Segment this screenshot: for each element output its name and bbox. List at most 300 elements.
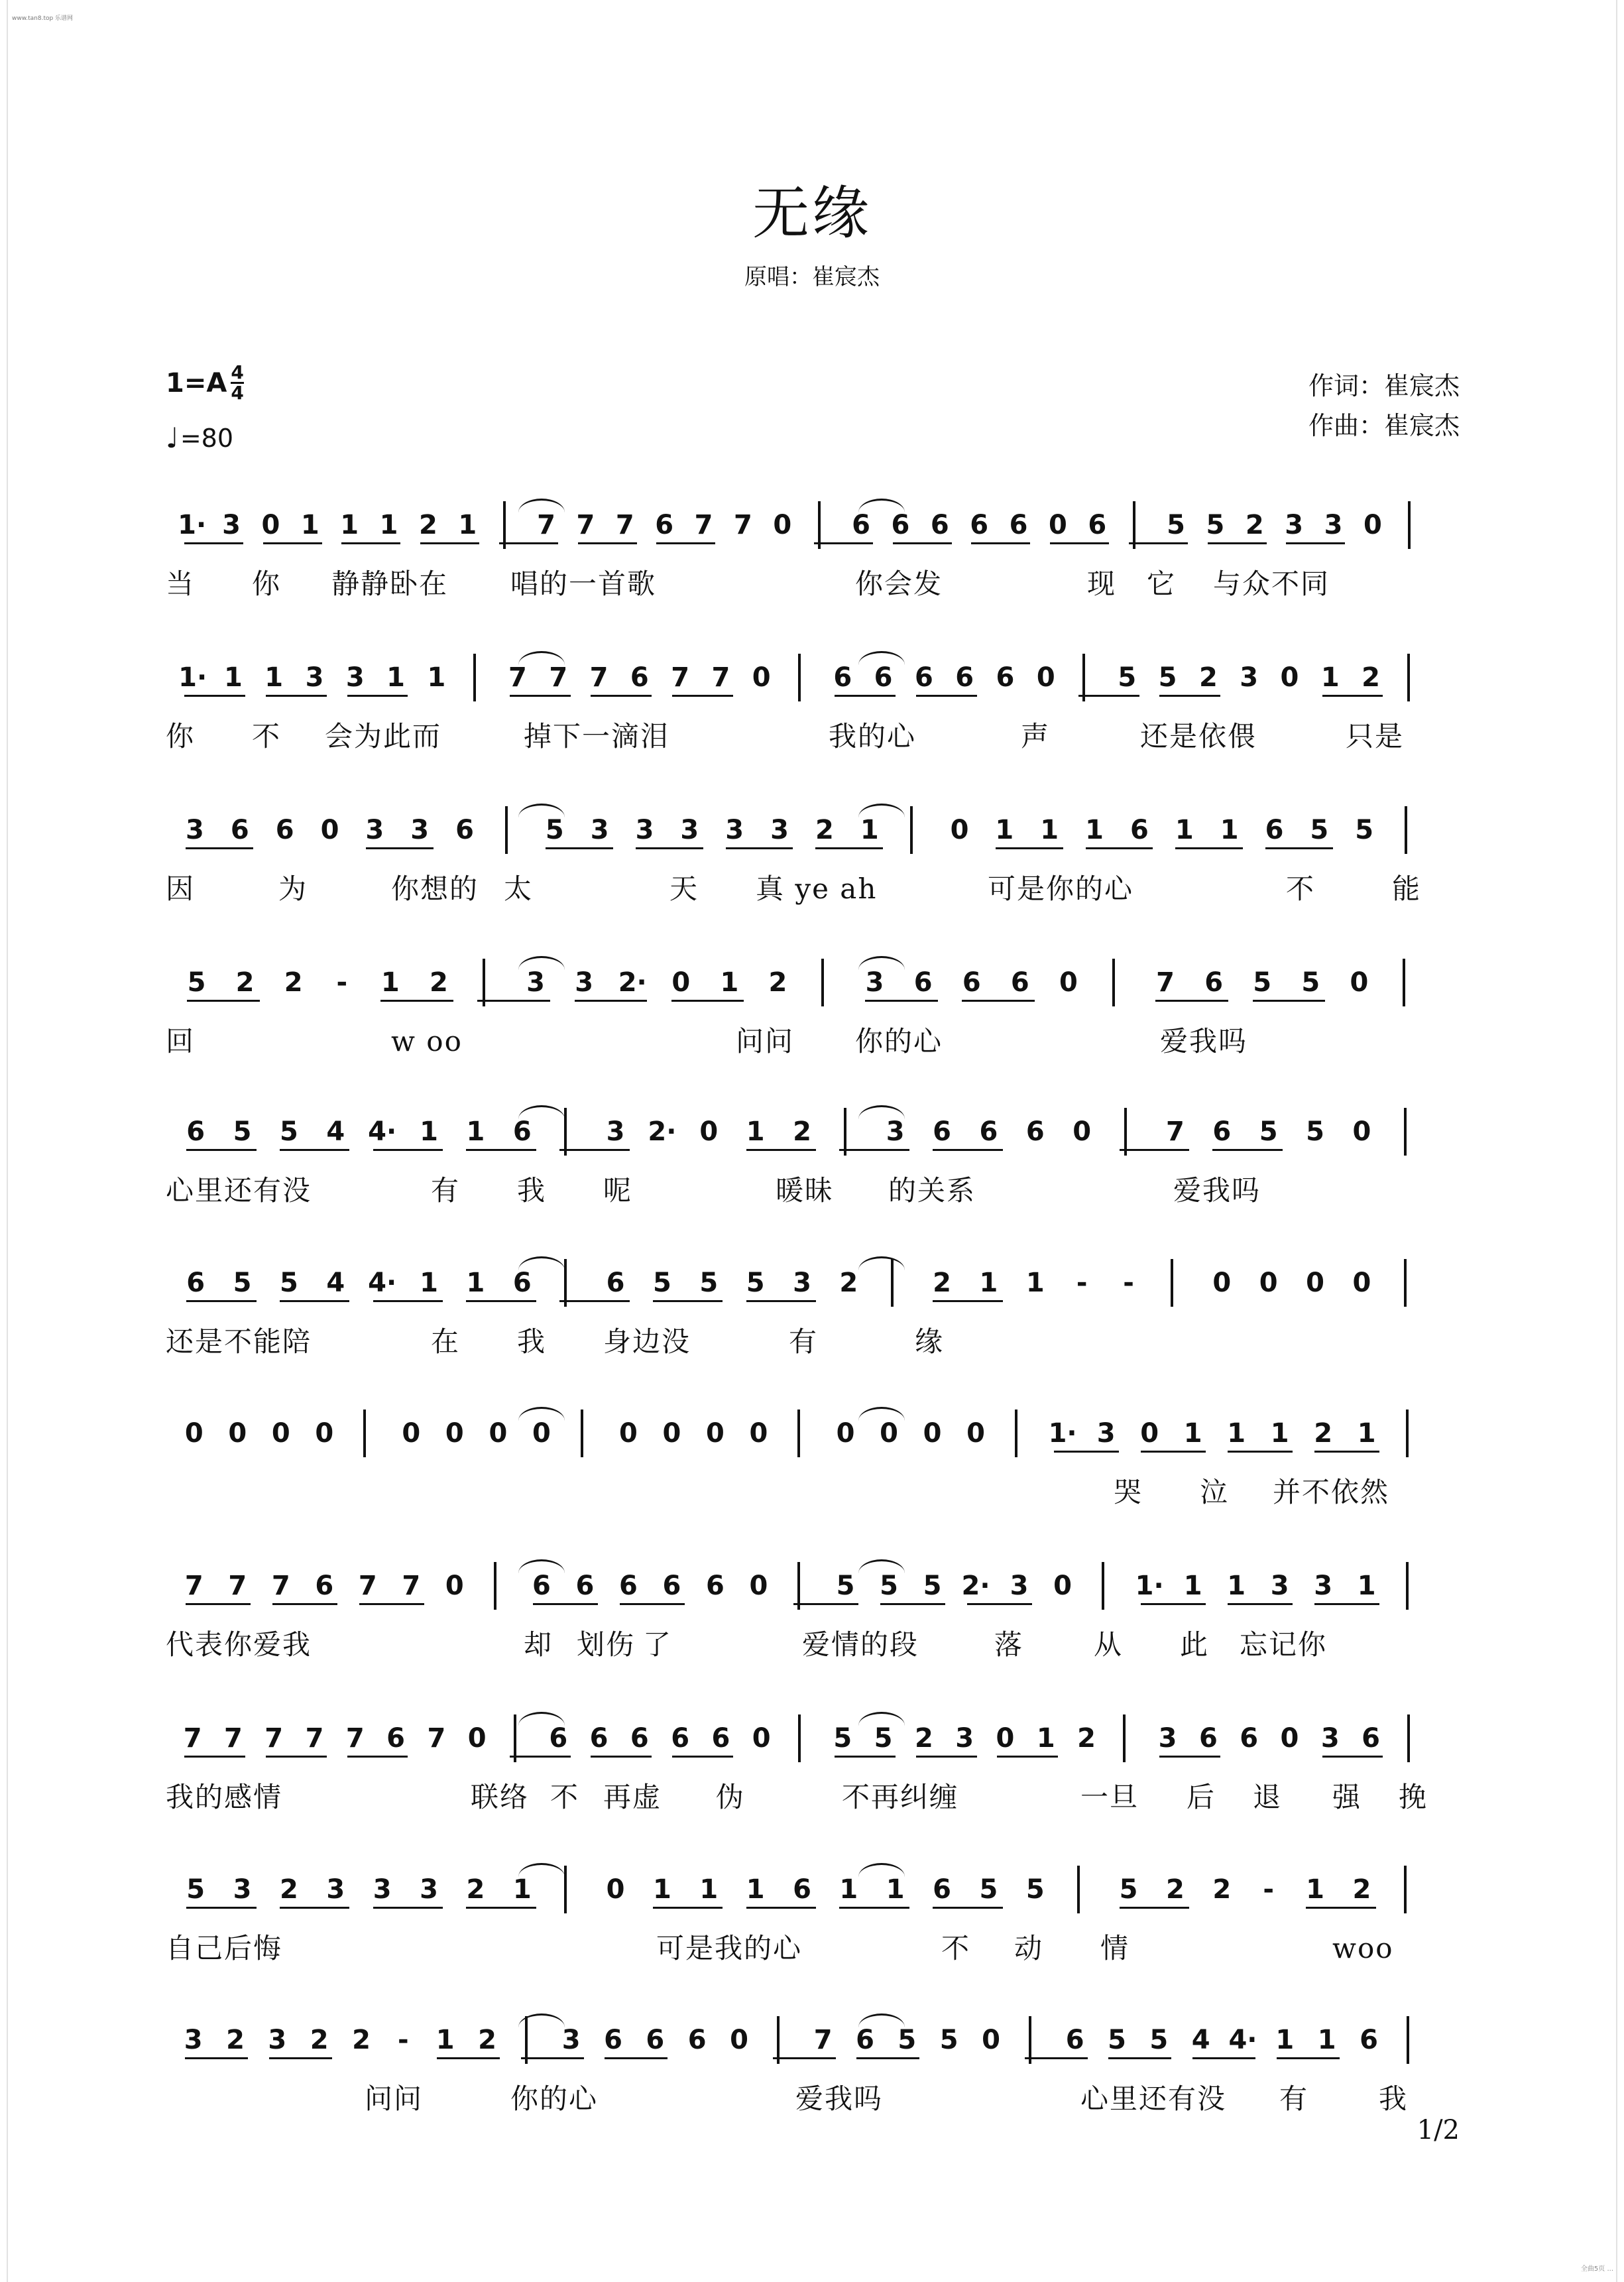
- beam-underline: [814, 542, 873, 544]
- note: 3: [955, 1723, 974, 1754]
- beam-underline: [1155, 1000, 1228, 1002]
- lyric: 再虚: [603, 1781, 662, 1813]
- note: 3: [1285, 510, 1304, 540]
- note: 3: [561, 2025, 581, 2055]
- note: 1·: [178, 662, 207, 693]
- beam-underline: [373, 1300, 443, 1302]
- lyric: 了: [643, 1628, 673, 1661]
- note: 5: [233, 1116, 252, 1147]
- singer-name: 崔宸杰: [812, 264, 880, 290]
- note: 0: [1053, 1571, 1073, 1601]
- beam-underline: [366, 847, 434, 849]
- note: 6: [1240, 1723, 1259, 1754]
- beam-underline: [186, 1907, 257, 1909]
- note: 5: [1259, 1116, 1278, 1147]
- beam-underline: [1159, 695, 1220, 697]
- note: 2: [1245, 510, 1264, 540]
- note: 1: [1220, 815, 1239, 845]
- beam-underline: [1129, 542, 1188, 544]
- note: 3: [770, 815, 789, 845]
- note: 0: [315, 1418, 334, 1449]
- note: 0: [996, 1723, 1015, 1754]
- lyric: w oo: [391, 1025, 463, 1057]
- lyric: 在: [431, 1325, 461, 1358]
- note: 1: [380, 967, 400, 998]
- note: 1: [435, 2025, 455, 2055]
- note: 7: [183, 1723, 202, 1754]
- note: 6: [589, 1723, 609, 1754]
- note: 6: [386, 1723, 405, 1754]
- lyric: 有: [789, 1325, 819, 1358]
- note: 3: [420, 1874, 438, 1905]
- lyric: 掉下一滴泪: [524, 720, 670, 752]
- lyric: 心里还有没: [1080, 2082, 1227, 2115]
- note: 3: [1158, 1723, 1177, 1754]
- note: 0: [752, 1723, 771, 1754]
- beam-underline: [656, 542, 715, 544]
- barline: [363, 1410, 366, 1457]
- note: 3: [575, 967, 594, 998]
- beam-underline: [1286, 542, 1345, 544]
- note: 3: [1314, 1571, 1333, 1601]
- beam-underline: [1141, 1603, 1206, 1605]
- notation-line: [166, 497, 1458, 560]
- note: 1: [1306, 1874, 1324, 1905]
- slur: [518, 1256, 565, 1270]
- slur: [518, 956, 565, 970]
- slur: [518, 651, 565, 665]
- lyric: 当: [166, 568, 196, 600]
- note: 7: [345, 1723, 365, 1754]
- note: 5: [1310, 815, 1329, 845]
- note: 6: [1362, 1723, 1380, 1754]
- beam-underline: [591, 695, 652, 697]
- lyric: 问问: [365, 2082, 424, 2115]
- beam-underline: [1322, 695, 1383, 697]
- note: 0: [271, 1418, 290, 1449]
- note: 5: [279, 1268, 298, 1298]
- note: 0: [1352, 1116, 1371, 1147]
- note: 0: [445, 1571, 464, 1601]
- note: 1: [652, 1874, 671, 1905]
- note: 1: [1040, 815, 1059, 845]
- note: 3: [184, 2025, 203, 2055]
- note: 3: [233, 1874, 252, 1905]
- note: 0: [950, 815, 969, 845]
- note: 3: [345, 662, 365, 693]
- lyrics-line: [166, 1325, 1458, 1358]
- beam-underline: [184, 1756, 245, 1758]
- score-system: [166, 1558, 1458, 1661]
- lyric: 我的感情: [166, 1781, 283, 1813]
- note: 7: [589, 662, 609, 693]
- note: 6: [230, 815, 249, 845]
- lyric: 不: [550, 1781, 580, 1813]
- beam-underline: [499, 542, 558, 544]
- note: 6: [933, 1116, 952, 1147]
- note: 0: [228, 1418, 247, 1449]
- note: 6: [856, 2025, 874, 2055]
- note: 7: [549, 662, 568, 693]
- note: 1: [995, 815, 1014, 845]
- note: 3: [326, 1874, 345, 1905]
- slur: [858, 651, 905, 665]
- note: 0: [699, 1116, 719, 1147]
- beam-underline: [916, 1756, 977, 1758]
- lyric: 不: [941, 1932, 971, 1964]
- lyric: 退: [1253, 1781, 1283, 1813]
- slur: [858, 1559, 905, 1573]
- lyric: 爱我吗: [1173, 1174, 1261, 1207]
- lyric: 天: [669, 872, 699, 905]
- slur: [518, 1105, 565, 1119]
- note: 2: [478, 2025, 496, 2055]
- lyric: 它: [1147, 568, 1177, 600]
- score-system: [166, 1711, 1458, 1813]
- note: 7: [615, 510, 634, 540]
- note: 6: [186, 1116, 205, 1147]
- beam-underline: [1175, 847, 1243, 849]
- note: 6: [630, 662, 649, 693]
- note: 6: [891, 510, 910, 540]
- note: 1: [386, 662, 405, 693]
- note: 1·: [178, 510, 207, 540]
- lyric: 不: [1286, 872, 1316, 905]
- beam-underline: [477, 1000, 550, 1002]
- note: 0: [706, 1418, 725, 1449]
- lyric: 并不依然: [1273, 1476, 1390, 1508]
- note: 5: [187, 967, 206, 998]
- lyric: 落: [994, 1628, 1024, 1661]
- beam-underline: [1314, 1603, 1379, 1605]
- lyrics-line: [166, 1476, 1458, 1509]
- beam-underline: [359, 1603, 424, 1605]
- tempo-marking: [166, 422, 233, 454]
- beam-underline: [839, 1907, 909, 1909]
- dash-extension: -: [398, 2025, 409, 2055]
- note: 0: [489, 1418, 508, 1449]
- note: 5: [233, 1268, 252, 1298]
- note: 4: [326, 1116, 345, 1147]
- lyric: 情: [1100, 1932, 1130, 1964]
- lyric: 心里还有没: [166, 1174, 312, 1207]
- score-system: [166, 1862, 1458, 1964]
- note: 1: [1175, 815, 1194, 845]
- note: 5: [1119, 1874, 1138, 1905]
- beam-underline: [1141, 1451, 1206, 1453]
- beam-underline: [671, 1000, 744, 1002]
- note: 0: [402, 1418, 421, 1449]
- note: 0: [261, 510, 280, 540]
- note: 2·: [618, 967, 647, 998]
- beam-underline: [933, 1300, 1003, 1302]
- lyric: 泣: [1200, 1476, 1230, 1508]
- slur: [518, 1712, 565, 1726]
- note: 7: [184, 1571, 203, 1601]
- note: 1: [420, 1268, 438, 1298]
- lyric: 你会发: [855, 568, 943, 600]
- barline: [564, 1866, 567, 1913]
- beam-underline: [1120, 1149, 1190, 1151]
- note: 6: [970, 510, 989, 540]
- note: 4·: [368, 1268, 397, 1298]
- lyric: 你: [166, 720, 196, 752]
- note: 6: [630, 1723, 649, 1754]
- note: 1: [1036, 1723, 1055, 1754]
- note: 2: [226, 2025, 245, 2055]
- note: 6: [687, 2025, 707, 2055]
- lyric: 有: [431, 1174, 461, 1207]
- score-system: [166, 1406, 1458, 1508]
- note: 3: [1320, 1723, 1340, 1754]
- note: 0: [662, 1418, 681, 1449]
- beam-underline: [186, 1149, 257, 1151]
- lyric: 你的心: [855, 1025, 943, 1057]
- beam-underline: [266, 1756, 327, 1758]
- note: 2: [419, 510, 437, 540]
- lyric: 太: [504, 872, 534, 905]
- note: 7: [508, 662, 527, 693]
- note: 7: [402, 1571, 421, 1601]
- time-signature: [231, 363, 243, 402]
- barline: [821, 959, 824, 1006]
- note: 6: [1010, 967, 1029, 998]
- lyric: 此: [1180, 1628, 1210, 1661]
- beam-underline: [187, 1000, 260, 1002]
- beam-underline: [835, 1756, 896, 1758]
- note: 0: [467, 1723, 487, 1754]
- note: 2: [1314, 1418, 1333, 1449]
- note: 5: [1118, 662, 1137, 693]
- score-system: [166, 1104, 1458, 1207]
- beam-underline: [578, 542, 637, 544]
- note: 6: [706, 1571, 725, 1601]
- notation-line: [166, 2012, 1458, 2075]
- beam-underline: [893, 542, 952, 544]
- beam-underline: [373, 1149, 443, 1151]
- note: 1: [720, 967, 739, 998]
- note: 2·: [961, 1571, 990, 1601]
- barline: [1015, 1410, 1017, 1457]
- note: 4: [326, 1268, 345, 1298]
- note: 0: [1352, 1268, 1371, 1298]
- site-url: www.tan8.top 乐谱网: [12, 15, 74, 22]
- page-number: 1/2: [1417, 2115, 1460, 2145]
- lyrics-line: [166, 1932, 1458, 1965]
- note: 2·: [648, 1116, 677, 1147]
- beam-underline: [967, 1603, 1032, 1605]
- note: 1: [1357, 1418, 1376, 1449]
- slur: [858, 499, 905, 512]
- lyric: 为: [278, 872, 308, 905]
- beam-underline: [341, 542, 400, 544]
- barline: [1123, 1714, 1126, 1762]
- lyric: 我的心: [829, 720, 917, 752]
- note: 5: [1355, 815, 1374, 845]
- note: 1: [264, 662, 284, 693]
- note: 6: [575, 1571, 595, 1601]
- note: 5: [836, 1571, 855, 1601]
- note: 6: [930, 510, 949, 540]
- note: 7: [427, 1723, 446, 1754]
- lyric: 我: [517, 1174, 547, 1207]
- lyric: 划伤: [577, 1628, 636, 1661]
- barline: [1405, 806, 1407, 854]
- score-system: [166, 497, 1458, 600]
- note: 7: [264, 1723, 284, 1754]
- beam-underline: [1228, 1451, 1293, 1453]
- lyric: 身边没: [603, 1325, 691, 1358]
- beam-underline: [559, 1149, 630, 1151]
- beam-underline: [746, 1907, 817, 1909]
- note: 1: [839, 1874, 858, 1905]
- lyric: 一旦: [1080, 1781, 1139, 1813]
- note: 4: [1191, 2025, 1210, 2055]
- note: 6: [671, 1723, 690, 1754]
- note: 6: [1204, 967, 1224, 998]
- lyric: 能: [1392, 872, 1422, 905]
- note: 0: [184, 1418, 203, 1449]
- notation-line: [166, 1104, 1458, 1167]
- note: 5: [939, 2025, 958, 2055]
- note: 6: [1212, 1116, 1232, 1147]
- lyric: woo: [1332, 1932, 1394, 1964]
- note: 3: [222, 510, 241, 540]
- note: 0: [752, 662, 771, 693]
- notation-line: [166, 1406, 1458, 1469]
- beam-underline: [280, 1300, 350, 1302]
- note: 6: [646, 2025, 665, 2055]
- note: 3: [305, 662, 324, 693]
- note: 0: [1306, 1268, 1324, 1298]
- lyric: 现: [1087, 568, 1117, 600]
- note: 1: [1227, 1418, 1246, 1449]
- beam-underline: [746, 1300, 817, 1302]
- beam-underline: [880, 1603, 945, 1605]
- note: 2: [1166, 1874, 1185, 1905]
- beam-underline: [420, 542, 479, 544]
- note: 5: [923, 1571, 942, 1601]
- beam-underline: [1108, 2057, 1171, 2059]
- beam-underline: [773, 2057, 836, 2059]
- note: 7: [271, 1571, 290, 1601]
- lyric: 后: [1187, 1781, 1216, 1813]
- barline: [1404, 1108, 1407, 1156]
- note: 0: [1280, 662, 1299, 693]
- note: 1·: [1135, 1571, 1164, 1601]
- barline: [1403, 959, 1405, 1006]
- note: 0: [1280, 1723, 1299, 1754]
- note: 3: [635, 815, 654, 845]
- beam-underline: [510, 695, 571, 697]
- note: 3: [725, 815, 744, 845]
- note: 0: [671, 967, 691, 998]
- note: 2: [793, 1116, 811, 1147]
- note: 5: [186, 1874, 205, 1905]
- lyric: 爱情的段: [802, 1628, 919, 1661]
- beam-underline: [856, 2057, 919, 2059]
- note: 0: [1259, 1268, 1278, 1298]
- note: 7: [537, 510, 555, 540]
- note: 2: [768, 967, 787, 998]
- note: 1: [979, 1268, 998, 1298]
- lyric: 缘: [915, 1325, 945, 1358]
- note: 2: [284, 967, 303, 998]
- lyric: 我: [1379, 2082, 1409, 2115]
- dash-extension: -: [1123, 1268, 1134, 1298]
- note: 6: [186, 1268, 205, 1298]
- note: 6: [793, 1874, 811, 1905]
- note: 2: [839, 1268, 858, 1298]
- lyric: 只是: [1346, 720, 1405, 752]
- note: 6: [512, 1268, 532, 1298]
- lyric: 自己后悔: [166, 1932, 283, 1964]
- note: 1: [746, 1116, 765, 1147]
- note: 6: [619, 1571, 638, 1601]
- slur: [858, 804, 905, 817]
- note: 3: [1096, 1418, 1116, 1449]
- note: 1: [1320, 662, 1340, 693]
- note: 0: [1036, 662, 1055, 693]
- note: 4·: [1228, 2025, 1257, 2055]
- note: 6: [874, 662, 893, 693]
- lyrics-line: [166, 720, 1458, 753]
- beam-underline: [186, 1300, 257, 1302]
- note: 7: [1156, 967, 1175, 998]
- score-system: [166, 2012, 1458, 2115]
- beam-underline: [347, 695, 408, 697]
- score-system: [166, 1255, 1458, 1358]
- note: 6: [1360, 2025, 1378, 2055]
- score-system: [166, 802, 1458, 905]
- note: 5: [545, 815, 564, 845]
- note: 2: [279, 1874, 298, 1905]
- notation-line: [166, 1711, 1458, 1773]
- note: 3: [886, 1116, 905, 1147]
- beam-underline: [636, 847, 703, 849]
- slur: [858, 1712, 905, 1726]
- note: 0: [730, 2025, 748, 2055]
- barline: [1404, 1259, 1407, 1307]
- note: 6: [532, 1571, 551, 1601]
- barline: [797, 1410, 800, 1457]
- note: 3: [680, 815, 699, 845]
- notation-line: [166, 650, 1458, 713]
- notation-line: [166, 1558, 1458, 1621]
- note: 7: [305, 1723, 324, 1754]
- note: 6: [933, 1874, 952, 1905]
- note: 1: [466, 1116, 485, 1147]
- lyrics-line: [166, 872, 1458, 906]
- lyric: 可是我的心: [656, 1932, 803, 1964]
- note: 2: [1077, 1723, 1096, 1754]
- note: 5: [1306, 1116, 1324, 1147]
- beam-underline: [1159, 1756, 1220, 1758]
- barline: [1077, 1866, 1080, 1913]
- barline: [473, 654, 476, 701]
- lyric: 强: [1332, 1781, 1362, 1813]
- note: 6: [962, 967, 981, 998]
- beam-underline: [373, 1907, 443, 1909]
- note: 0: [1049, 510, 1067, 540]
- note: 6: [1130, 815, 1149, 845]
- note: 0: [1059, 967, 1078, 998]
- lyric: 你: [252, 568, 282, 600]
- lyrics-line: [166, 1781, 1458, 1814]
- lyric: 不: [252, 720, 282, 752]
- slur: [858, 1863, 905, 1877]
- beam-underline: [280, 1149, 350, 1151]
